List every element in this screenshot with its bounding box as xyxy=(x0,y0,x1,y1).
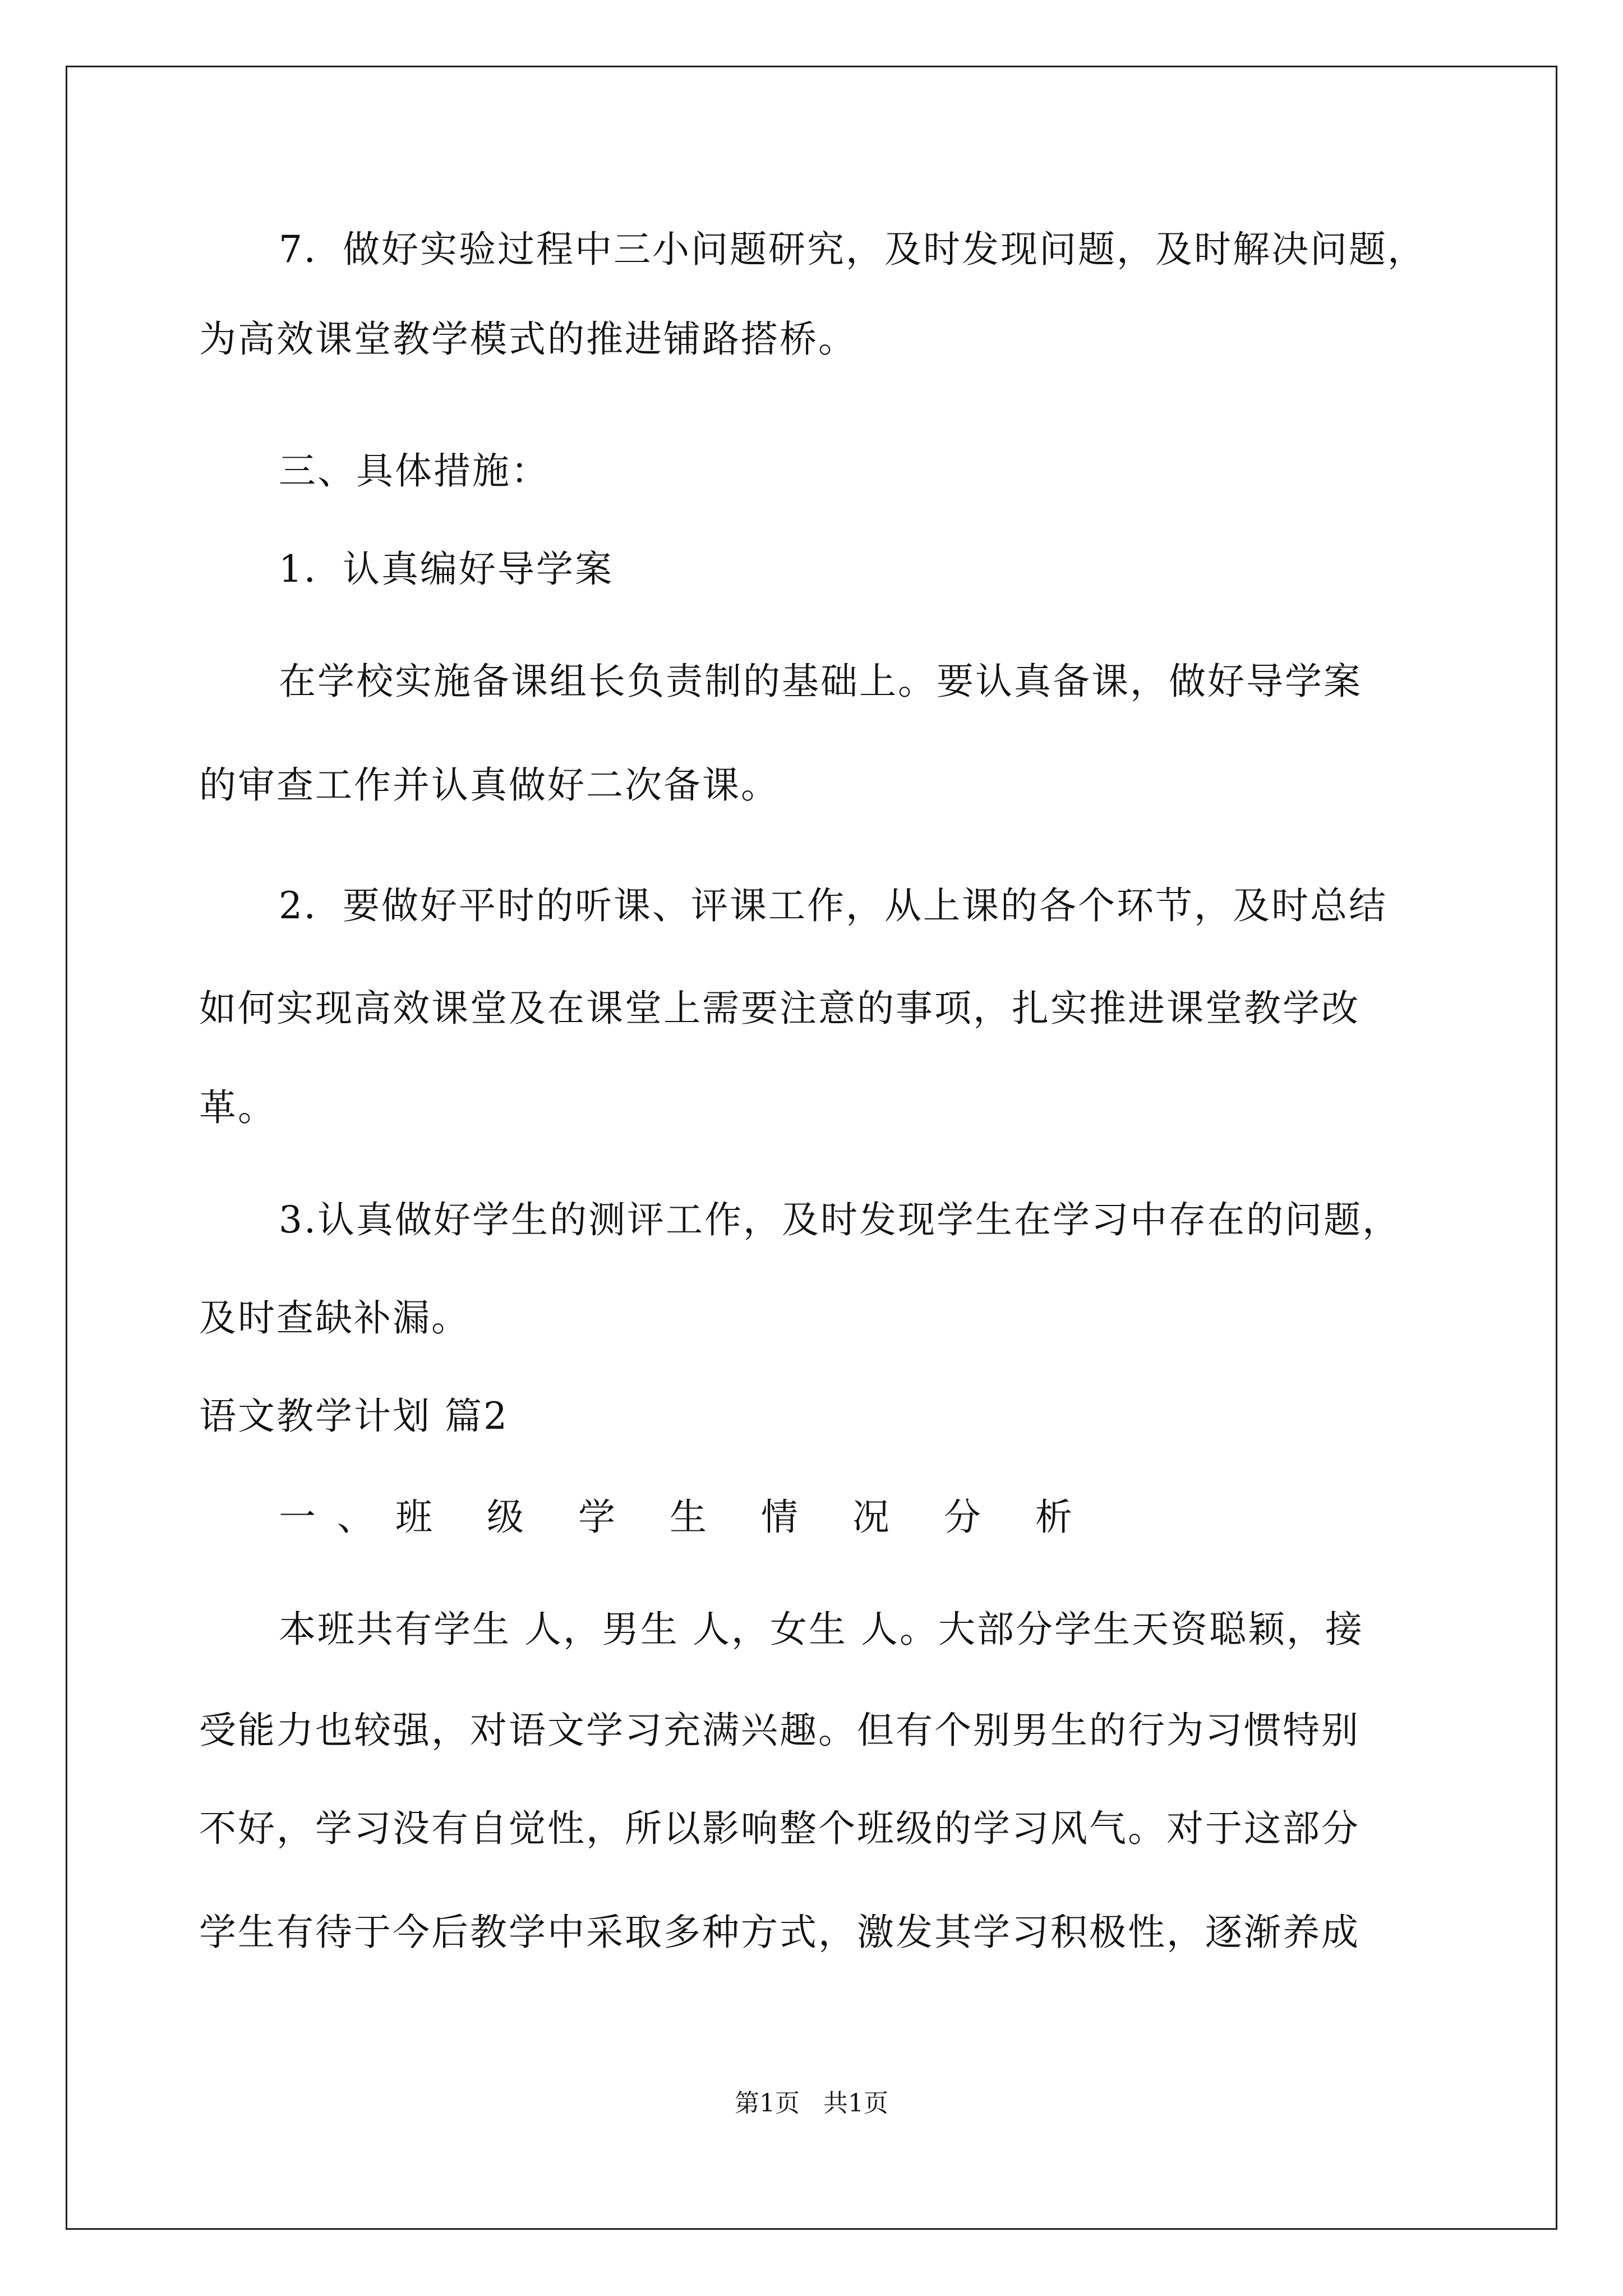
paragraph-line: 本班共有学生 人，男生 人，女生 人。大部分学生天资聪颖，接 xyxy=(279,1608,1364,1651)
paragraph-line: 受能力也较强，对语文学习充满兴趣。但有个别男生的行为习惯特别 xyxy=(199,1709,1360,1752)
document-section-title: 语文教学计划 篇2 xyxy=(199,1395,509,1438)
paragraph-line: 2．要做好平时的听课、评课工作，从上课的各个环节，及时总结 xyxy=(279,884,1387,927)
section-heading: 三、具体措施： xyxy=(279,449,550,493)
page-border xyxy=(66,66,1557,2230)
paragraph-line: 在学校实施备课组长负责制的基础上。要认真备课，做好导学案 xyxy=(279,660,1362,703)
page-total: 共1页 xyxy=(823,2089,888,2118)
paragraph-line: 3.认真做好学生的测评工作，及时发现学生在学习中存在的问题， xyxy=(279,1198,1401,1241)
subsection-heading: 1．认真编好导学案 xyxy=(279,547,614,591)
paragraph-line: 革。 xyxy=(199,1086,276,1129)
paragraph-line: 的审查工作并认真做好二次备课。 xyxy=(199,763,780,807)
page-footer xyxy=(0,2087,1623,2120)
paragraph-line: 如何实现高效课堂及在课堂上需要注意的事项，扎实推进课堂教学改 xyxy=(199,987,1360,1030)
paragraph-line: 7．做好实验过程中三小问题研究，及时发现问题，及时解决问题， xyxy=(279,228,1426,271)
page-number: 第1页 xyxy=(735,2089,800,2118)
paragraph-line: 为高效课堂教学模式的推进铺路搭桥。 xyxy=(199,318,857,361)
paragraph-line: 不好，学习没有自觉性，所以影响整个班级的学习风气。对于这部分 xyxy=(199,1807,1360,1850)
paragraph-line: 及时查缺补漏。 xyxy=(199,1296,470,1340)
section-heading: 一、班 级 学 生 情 况 分 析 xyxy=(279,1496,1094,1539)
paragraph-line: 学生有待于今后教学中采取多种方式，激发其学习积极性，逐渐养成 xyxy=(199,1911,1360,1954)
